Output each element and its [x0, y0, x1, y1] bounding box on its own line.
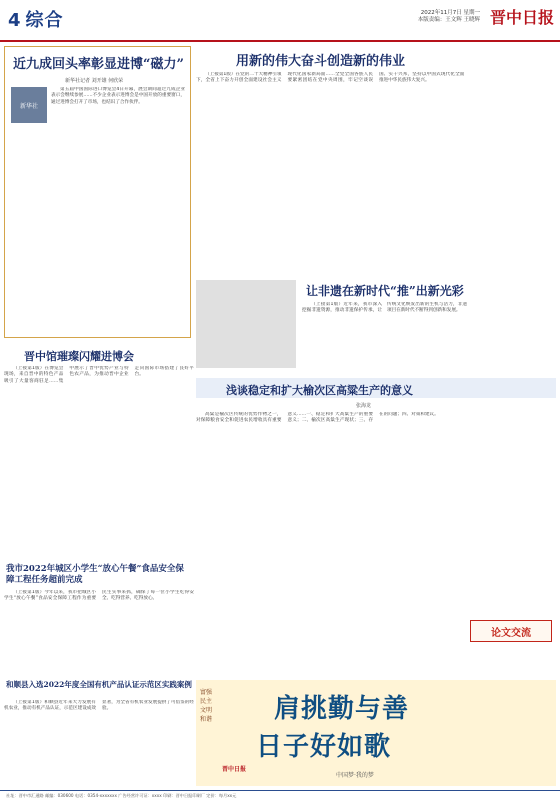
article-1-byline: 新华社记者 刘开雄 何欣荣: [65, 78, 124, 84]
article-6: [4, 560, 194, 670]
page-footer: 社址：晋中市汇通路 邮编：030600 电话：0354-xxxxxxx 广告经营许可证：xxxx 印刷：晋中日报印刷厂 定价：每月xx元: [0, 790, 560, 801]
article-3-body: （上接第1版）在博览会现场，来自晋中的特色产品吸引了大量客商驻足……集中展示了晋中优势产业与特色农产品，为推动晋中企业走向国际市场搭建了良好平台。: [4, 366, 194, 384]
article-4: [196, 280, 556, 370]
article-4-title: 让非遗在新时代“推”出新光彩: [306, 284, 464, 298]
article-2-body: （上接第1版）在党的二十大精神引领下，全省上下奋力开创全面建设社会主义现代化国家新局面……全党全国各族人民要紧密团结在党中央周围，牢记空谈误国、实干兴邦，坚持以中国式现代化全面推进中华民族伟大复兴。: [196, 72, 465, 84]
section-stamp: 论文交流: [470, 620, 552, 642]
article-1-title: 近九成回头率彰显进博“磁力”: [13, 57, 184, 72]
banner-headline-1: 肩挑勤与善: [274, 694, 410, 724]
page-header: [0, 0, 560, 42]
header-meta: 2022年11月7日 星期一 本版责编：王文辉 王晓辉: [417, 10, 480, 23]
article-6-body: （上接第1版）今年以来，我市把城区小学生“放心午餐”食品安全保障工程作为重要民生实事来抓，确保了每一位小学生吃得安全、吃得营养、吃得放心。: [4, 590, 194, 602]
article-box-1: [4, 46, 191, 338]
article-5-body: 高粱是榆次区传统的优势作物之一，对保障粮食安全和促进农民增收具有重要意义……一、稳定和扩大高粱生产的重要意义；二、榆次区高粱生产现状；三、存在的问题；四、对策和建议。: [196, 412, 439, 424]
banner-left-logo: 晋中日报: [222, 766, 247, 773]
banner-tag: 中国梦·我的梦: [336, 772, 374, 779]
photo-placeholder: [196, 280, 296, 368]
public-service-banner: [196, 680, 556, 786]
article-6-title: 我市2022年城区小学生“放心午餐”食品安全保障工程任务超前完成: [6, 564, 184, 585]
banner-headline-2: 日子好如歌: [256, 732, 392, 762]
newspaper-logo: 晋中日报: [489, 8, 554, 27]
article-7-body: （上接第1版）和顺县近年来大力发展有机农业，推动有机产品认证，示范区建设成效显著，为全省有机农业发展提供了可借鉴的经验。: [4, 700, 194, 712]
article-2: [196, 46, 556, 276]
article-5-title: 浅谈稳定和扩大榆次区高粱生产的意义: [226, 384, 413, 397]
article-5: [196, 378, 556, 608]
banner-vertical: 富强 民主 文明 和谐: [200, 689, 213, 723]
page-number: 4 综合: [8, 10, 64, 31]
xinhua-icon: 新华社: [11, 87, 47, 123]
article-7-title: 和顺县入选2022年度全国有机产品认证示范区实践案例: [6, 680, 192, 689]
article-2-title: 用新的伟大奋斗创造新的伟业: [236, 54, 406, 69]
article-4-body: （上接第1版）近年来，我市深入挖掘非遗资源，推动非遗保护传承，让传统文化焕发出新的生机与活力，非遗项目在新时代不断得到创新和发展。: [302, 302, 467, 314]
article-7: [4, 676, 194, 786]
article-5-byline: 张海龙: [356, 403, 372, 409]
article-1-body: 第五届中国国际进口博览会4日开幕，展会期间超过九成企业表示会继续参展……不少企业表示进博会是中国开放的重要窗口，通过进博会打开了市场，也结识了合作伙伴。: [51, 87, 185, 105]
article-3-title: 晋中馆璀璨闪耀进博会: [24, 350, 134, 363]
header-rule: [0, 40, 560, 42]
article-3: [4, 342, 194, 552]
